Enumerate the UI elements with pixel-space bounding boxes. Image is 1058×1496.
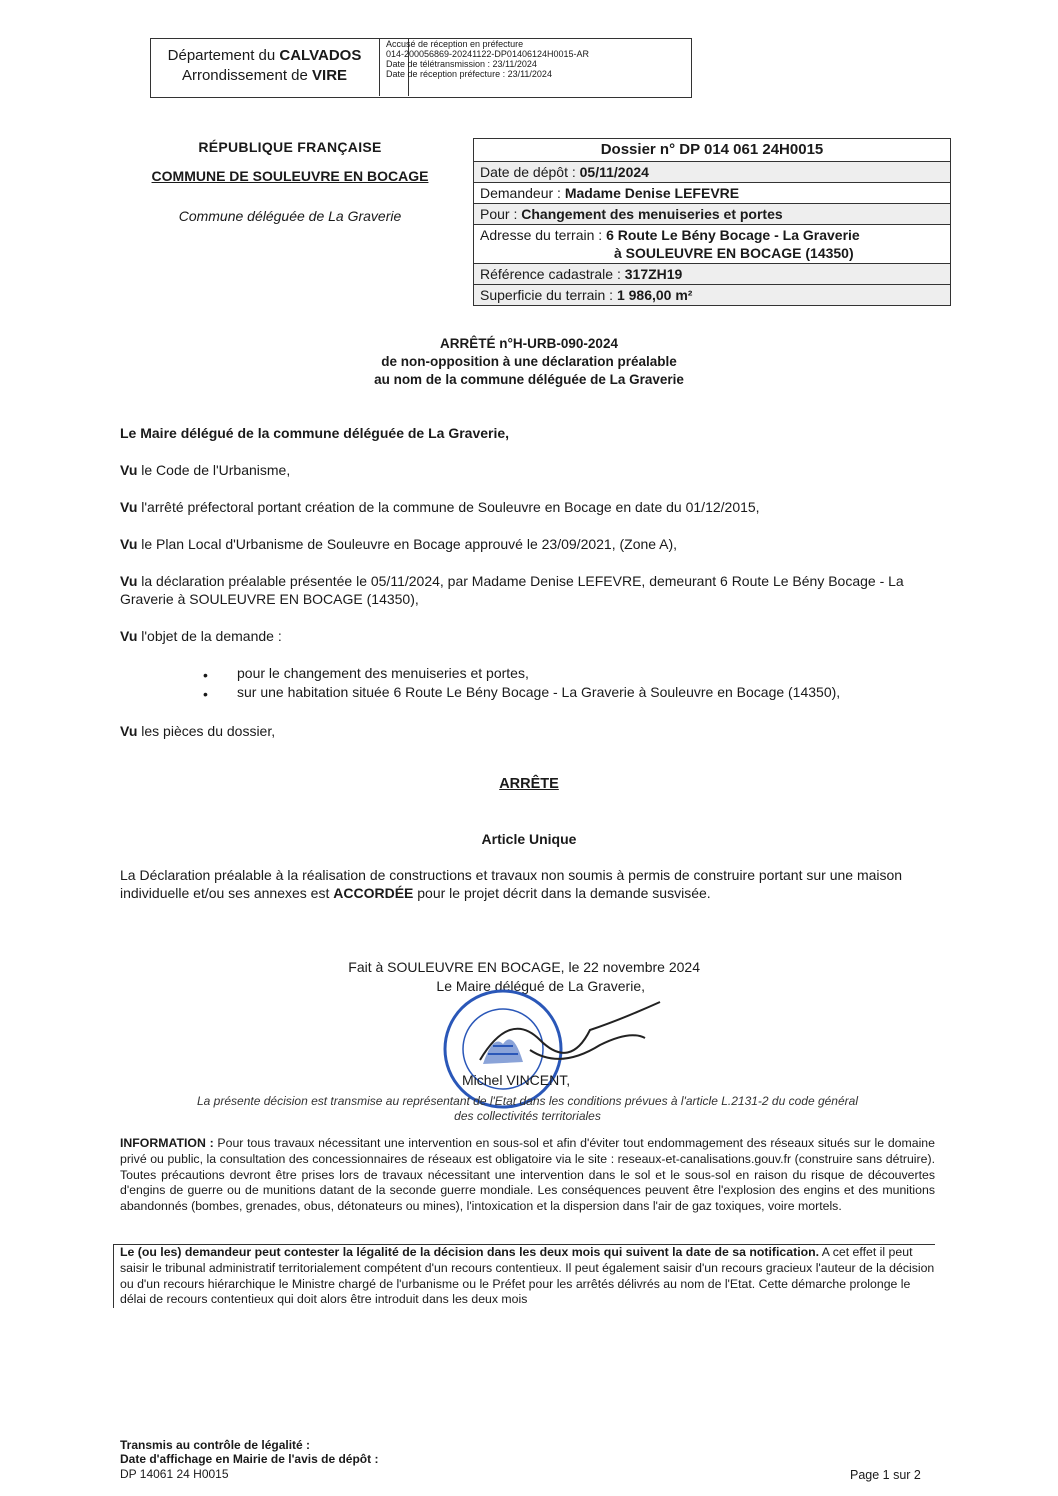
maire-line: Le Maire délégué de la commune déléguée de La Graverie, (120, 425, 510, 441)
decision-accordee: ACCORDÉE (333, 885, 414, 901)
commune-name: COMMUNE DE SOULEUVRE EN BOCAGE (151, 168, 429, 184)
commune-deleguee: Commune déléguée de La Graverie (178, 208, 402, 224)
adresse-value: 6 Route Le Bény Bocage - La Graverie (606, 227, 860, 243)
vu-label: Vu (120, 462, 138, 478)
vu-pieces (120, 722, 935, 740)
dossier-date-row (474, 161, 950, 182)
pour-value: Changement des menuiseries et portes (521, 206, 783, 222)
bullet-icon: • (203, 667, 208, 683)
arrete-number: ARRÊTÉ n°H-URB-090-2024 (440, 336, 618, 351)
vu-text: le Plan Local d'Urbanisme de Souleuvre en Bocage approuvé le 23/09/2021, (Zone A), (137, 536, 678, 552)
decision-post: pour le projet décrit dans la demande susvisée. (413, 885, 711, 901)
ar-line: 014-200056869-20241122-DP01406124H0015-AR (386, 49, 589, 59)
demandeur-label: Demandeur : (480, 185, 565, 201)
arrondissement-prefix: Arrondissement de (181, 67, 313, 84)
arrondissement-name: VIRE (312, 67, 348, 84)
dossier-ref-row (474, 263, 950, 284)
pour-label: Pour : (480, 206, 522, 222)
vu-label: Vu (120, 573, 138, 589)
vu-text: l'objet de la demande : (137, 628, 282, 644)
bullet-item: pour le changement des menuiseries et portes, (237, 665, 529, 681)
decision-text (120, 866, 935, 902)
ar-line: Date de télétransmission : 23/11/2024 (386, 59, 537, 69)
arrete-subject-line2: au nom de la commune déléguée de La Graverie (374, 372, 684, 387)
dossier-number: Dossier n° DP 014 061 24H0015 (600, 141, 824, 158)
vu-text: la déclaration préalable présentée le 05/11/2024, par Madame Denise LEFEVRE, demeurant 6 Route Le Bény Bocage - La Graverie à SOULEUVRE EN BOCAGE (14350), (120, 573, 904, 607)
recours-block (113, 1244, 935, 1308)
recours-heading: Le (ou les) demandeur peut contester la légalité de la décision dans les deux mois qui suivent la date de sa notification. (120, 1245, 820, 1259)
dossier-pour-row (474, 203, 950, 224)
arrete-subject: de non-opposition à une déclaration préalable (381, 354, 677, 369)
recours-text: A cet effet il peut saisir le tribunal administratif territorialement compétent d'un recours contentieux. Il peut également saisir d'un recours gracieux l'auteur de la décision ou d'un recours hiérarchique le Ministre chargé de l'urbanisme ou le Préfet pour les arrêtés délivrés au nom de l'Etat. Cette démarche prolonge le délai de recours contentieux qui doit alors être introduit dans les deux mois (120, 1245, 935, 1307)
dossier-table (473, 138, 951, 306)
ar-line: Accusé de réception en préfecture (386, 39, 524, 49)
arrete-heading: ARRÊTE (499, 776, 559, 792)
signature-icon (470, 990, 670, 1080)
vu-code-urbanisme (120, 461, 935, 479)
vu-plu (120, 535, 935, 553)
demandeur-value: Madame Denise LEFEVRE (564, 185, 740, 201)
bullet-icon: • (203, 686, 208, 702)
page-number: Page 1 sur 2 (850, 1468, 921, 1482)
dossier-superficie-row (474, 284, 950, 305)
vu-declaration (120, 572, 935, 608)
superficie-value: 1 986,00 m² (616, 287, 693, 303)
footer-affichage: Date d'affichage en Mairie de l'avis de dépôt : (120, 1452, 379, 1466)
maire-title: Le Maire délégué de La Graverie, (436, 978, 645, 994)
vu-text: le Code de l'Urbanisme, (137, 462, 291, 478)
vu-label: Vu (120, 723, 138, 739)
fait-a: Fait à SOULEUVRE EN BOCAGE, le 22 novembre 2024 (348, 959, 700, 975)
ar-line: Date de réception préfecture : 23/11/2024 (386, 69, 552, 79)
vu-objet (120, 627, 935, 645)
republic-title: RÉPUBLIQUE FRANÇAISE (198, 139, 382, 155)
article-heading: Article Unique (481, 831, 577, 847)
date-value: 05/11/2024 (579, 164, 649, 180)
information-label: INFORMATION : (120, 1136, 214, 1150)
department-name: CALVADOS (279, 47, 362, 64)
vu-label: Vu (120, 628, 138, 644)
vu-text: les pièces du dossier, (137, 723, 276, 739)
signatory-name: Michel VINCENT, (462, 1072, 571, 1088)
vu-text: l'arrêté préfectoral portant création de la commune de Souleuvre en Bocage en date du 01/12/2015, (137, 499, 760, 515)
decision-pre: La Déclaration préalable à la réalisation de constructions et travaux non soumis à permis de construire portant sur une maison individuelle et/ou ses annexes est (120, 867, 903, 901)
dossier-demandeur-row (474, 182, 950, 203)
acknowledgement-receipt (386, 39, 589, 79)
vu-arrete-prefectoral (120, 498, 935, 516)
ref-label: Référence cadastrale : (480, 266, 625, 282)
footer-transmis: Transmis au contrôle de légalité : (120, 1438, 311, 1452)
arrete-title (0, 335, 1058, 389)
superficie-label: Superficie du terrain : (480, 287, 617, 303)
adresse-value-line2: à SOULEUVRE EN BOCAGE (14350) (614, 245, 854, 261)
ref-value: 317ZH19 (624, 266, 683, 282)
department-block (150, 38, 380, 96)
adresse-label: Adresse du terrain : (480, 227, 607, 243)
information-block (120, 1136, 935, 1215)
information-text: Pour tous travaux nécessitant une intervention en sous-sol et afin d'éviter tout endommagement des réseaux situés sur le domaine privé ou public, la consultation des concessionnaires de réseaux est obligatoire via le site : reseaux-et-canalisations.gouv.fr (construire sans détruire). Toutes précautions devront être prises lors de travaux nécessitant une intervention dans le sol et le sous-sol en raison du risque de découvertes d'engins de guerre ou de munitions datant de la seconde guerre mondiale. Les conséquences peuvent être l'explosion des engins et des munitions abandonnés (bombes, grenades, obus, détonateurs ou mines), l'intoxication et la dispersion dans l'air de gaz toxiques, voire mortels. (120, 1136, 935, 1214)
department-prefix: Département du (167, 47, 280, 64)
transmise-line: La présente décision est transmise au représentant de l'Etat dans les conditions prévues à l'article L.2131-2 du code général (197, 1094, 858, 1108)
transmise-line2: des collectivités territoriales (454, 1109, 601, 1123)
footer-dp-number: DP 14061 24 H0015 (120, 1467, 229, 1481)
date-label: Date de dépôt : (480, 164, 580, 180)
bullet-item: sur une habitation située 6 Route Le Bény Bocage - La Graverie à Souleuvre en Bocage (14350), (237, 684, 841, 700)
vu-label: Vu (120, 536, 138, 552)
vu-label: Vu (120, 499, 138, 515)
dossier-adresse-row (474, 224, 950, 263)
